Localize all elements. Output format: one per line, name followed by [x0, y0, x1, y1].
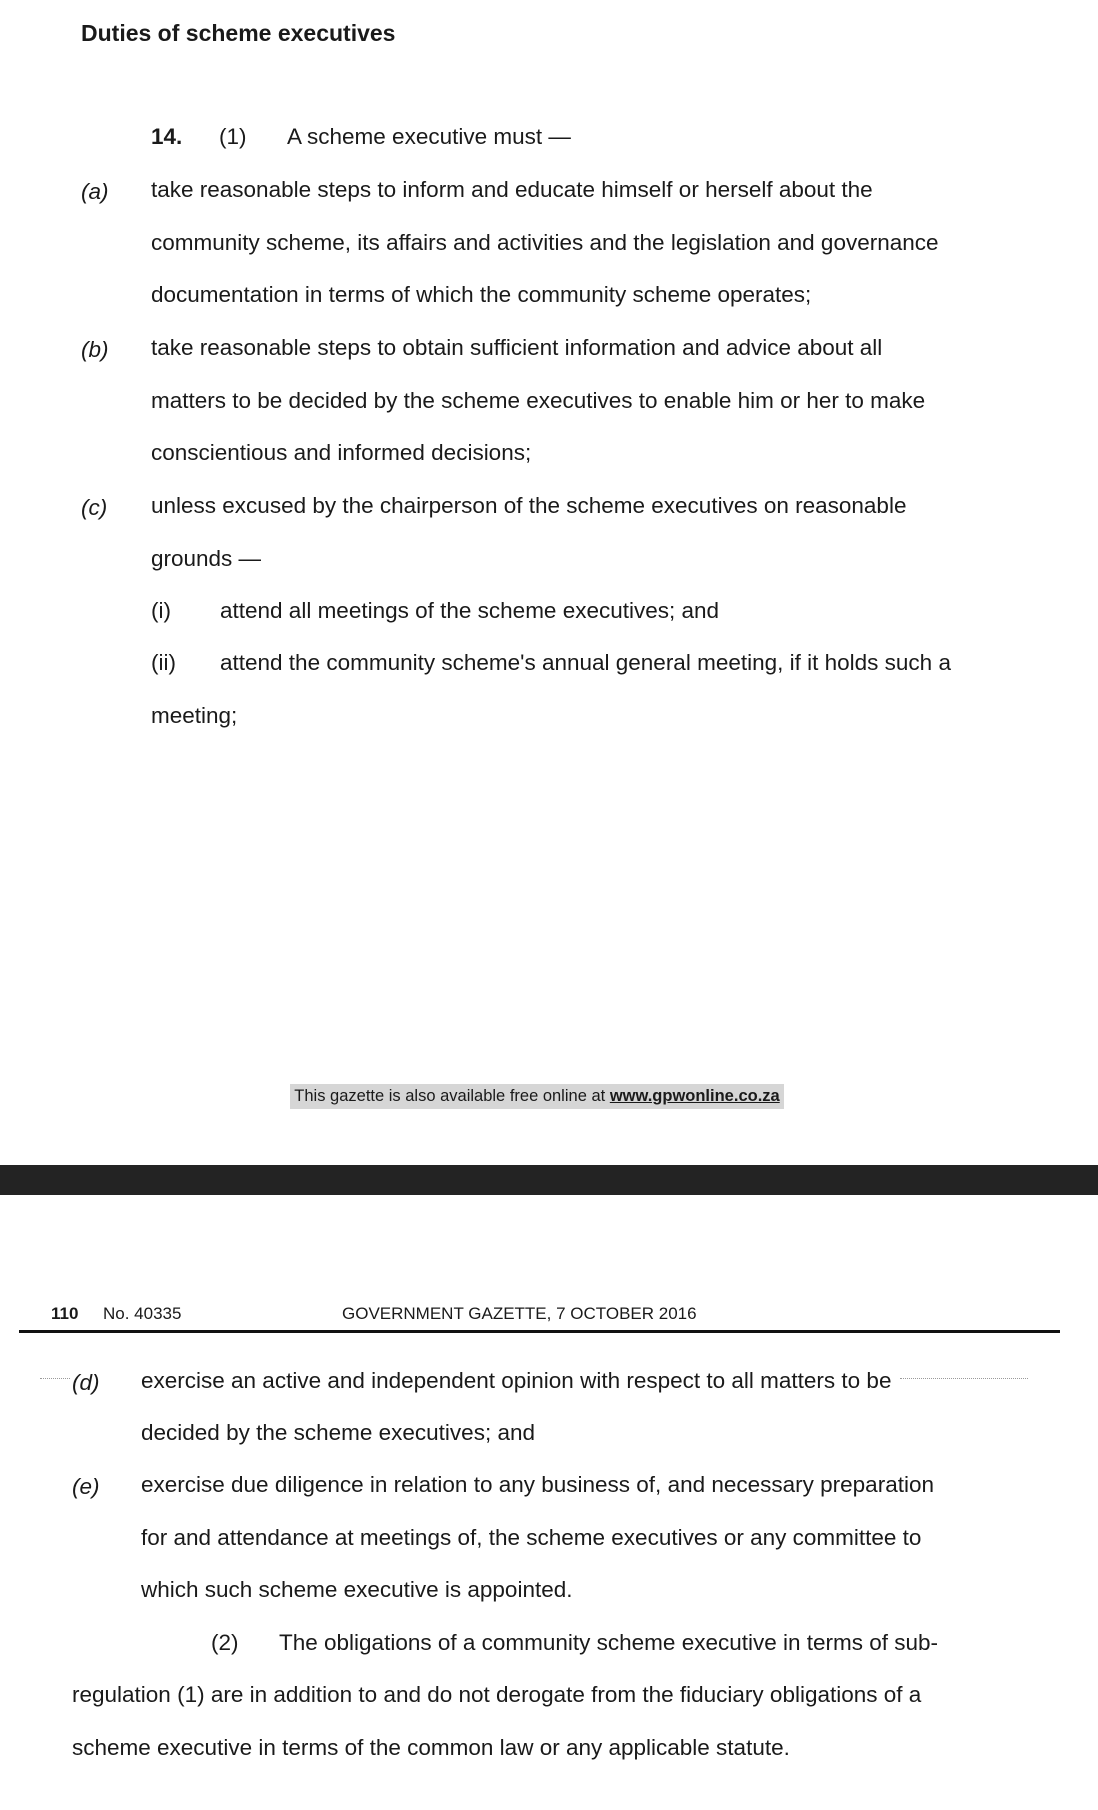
gazette-title: GOVERNMENT GAZETTE, 7 OCTOBER 2016: [342, 1304, 697, 1323]
page-separator: [0, 1165, 1098, 1195]
item-line: decided by the scheme executives; and: [141, 1420, 535, 1445]
gazette-footer: [290, 1084, 784, 1109]
page-number: 110: [51, 1304, 79, 1323]
sub-item-marker: (i): [151, 598, 171, 623]
item-line: exercise an active and independent opinion with respect to all matters to be: [141, 1368, 892, 1393]
item-line: grounds —: [151, 546, 262, 571]
item-marker: (b): [81, 337, 109, 362]
item-marker: (a): [81, 179, 109, 204]
footer-text: This gazette is also available free online at: [294, 1087, 606, 1105]
item-line: documentation in terms of which the community scheme operates;: [151, 282, 812, 307]
continuation-text: meeting;: [151, 703, 238, 728]
sub-item-marker: (ii): [151, 650, 176, 675]
item-line: unless excused by the chairperson of the scheme executives on reasonable: [151, 493, 907, 518]
item-line: take reasonable steps to obtain sufficient information and advice about all: [151, 335, 883, 360]
item-line: exercise due diligence in relation to any business of, and necessary preparation: [141, 1472, 934, 1497]
dotted-rule: [40, 1378, 70, 1379]
sub-item-text: attend all meetings of the scheme executives; and: [220, 598, 720, 623]
subregulation-number: (2): [211, 1630, 239, 1655]
subregulation-number: (1): [219, 124, 247, 149]
item-line: conscientious and informed decisions;: [151, 440, 532, 465]
item-marker: (d): [72, 1370, 100, 1395]
regulation-number: 14.: [151, 124, 183, 149]
item-marker: (e): [72, 1474, 100, 1499]
item-marker: (c): [81, 495, 108, 520]
intro-text: A scheme executive must —: [287, 124, 571, 149]
sub-item-text: attend the community scheme's annual general meeting, if it holds such a: [220, 650, 951, 675]
item-line: matters to be decided by the scheme executives to enable him or her to make: [151, 388, 926, 413]
paragraph-line: scheme executive in terms of the common law or any applicable statute.: [72, 1735, 790, 1760]
header-rule: [19, 1330, 1060, 1333]
item-line: community scheme, its affairs and activities and the legislation and governance: [151, 230, 939, 255]
paragraph-line: The obligations of a community scheme executive in terms of sub-: [279, 1630, 939, 1655]
section-heading: Duties of scheme executives: [81, 20, 396, 46]
gazette-number: No. 40335: [103, 1304, 182, 1323]
dotted-rule: [900, 1378, 1028, 1379]
paragraph-line: regulation (1) are in addition to and do not derogate from the fiduciary obligations of a: [72, 1682, 922, 1707]
item-line: for and attendance at meetings of, the scheme executives or any committee to: [141, 1525, 922, 1550]
item-line: which such scheme executive is appointed.: [141, 1577, 573, 1602]
footer-link[interactable]: www.gpwonline.co.za: [609, 1087, 780, 1105]
item-line: take reasonable steps to inform and educate himself or herself about the: [151, 177, 873, 202]
